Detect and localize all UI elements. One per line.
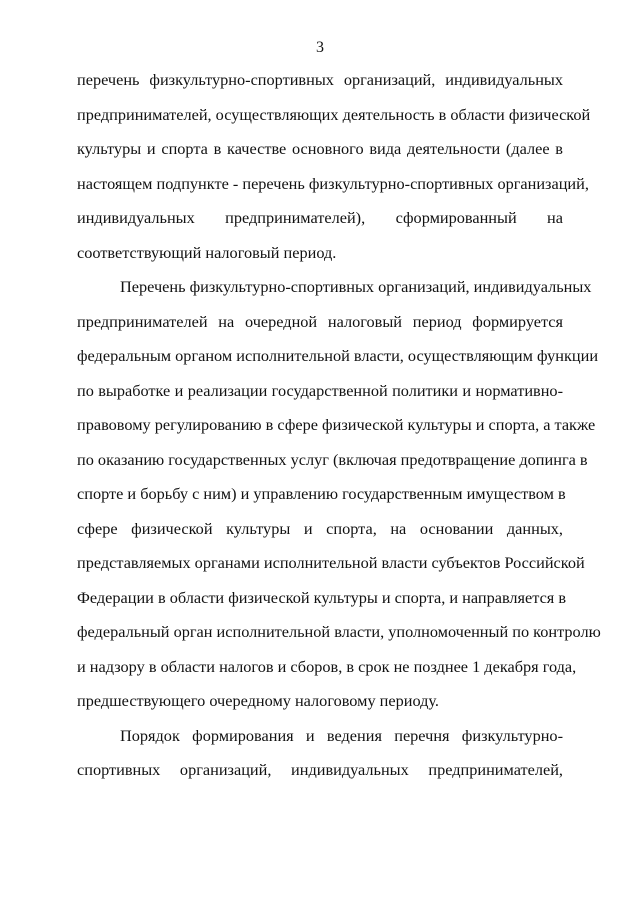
text-line: по выработке и реализации государственной политики и нормативно- (77, 380, 563, 400)
paragraph-1 (77, 63, 591, 270)
text-line: Порядок формирования и ведения перечня физкультурно- (120, 725, 563, 745)
text-line: предпринимателей, осуществляющих деятельность в области физической (77, 104, 591, 124)
text-line: представляемых органами исполнительной власти субъектов Российской (77, 553, 585, 572)
text-line: Федерации в области физической культуры и спорта, и направляется в (77, 587, 567, 607)
text-line: и надзору в области налогов и сборов, в срок не позднее 1 декабря года, (77, 656, 577, 676)
text-line: перечень физкультурно-спортивных организаций, индивидуальных (77, 70, 563, 89)
text-line: спортивных организаций, индивидуальных предпринимателей, (77, 760, 563, 779)
paragraph-3 (77, 719, 563, 788)
text-line: Перечень физкультурно-спортивных организаций, индивидуальных (120, 277, 592, 296)
text-line: федеральным органом исполнительной власти, осуществляющим функции (77, 346, 599, 365)
text-line: индивидуальных предпринимателей), сформированный на (77, 208, 563, 227)
text-line: предпринимателей на очередной налоговый период формируется (77, 311, 563, 331)
text-line: сфере физической культуры и спорта, на основании данных, (77, 518, 563, 538)
text-line: правовому регулированию в сфере физической культуры и спорта, а также (77, 415, 596, 434)
paragraph-2 (77, 270, 601, 719)
document-body (77, 63, 601, 788)
text-line: федеральный орган исполнительной власти, уполномоченный по контролю (77, 622, 601, 641)
text-line: соответствующий налоговый период. (77, 242, 337, 262)
page-number: 3 (316, 39, 324, 56)
text-line: культуры и спорта в качестве основного вида деятельности (далее в (77, 139, 563, 158)
text-line: по оказанию государственных услуг (включая предотвращение допинга в (77, 449, 588, 469)
text-line: предшествующего очередному налоговому периоду. (77, 691, 439, 710)
text-line: спорте и борьбу с ним) и управлению государственным имуществом в (77, 484, 566, 503)
text-line: настоящем подпункте - перечень физкультурно-спортивных организаций, (77, 173, 589, 193)
